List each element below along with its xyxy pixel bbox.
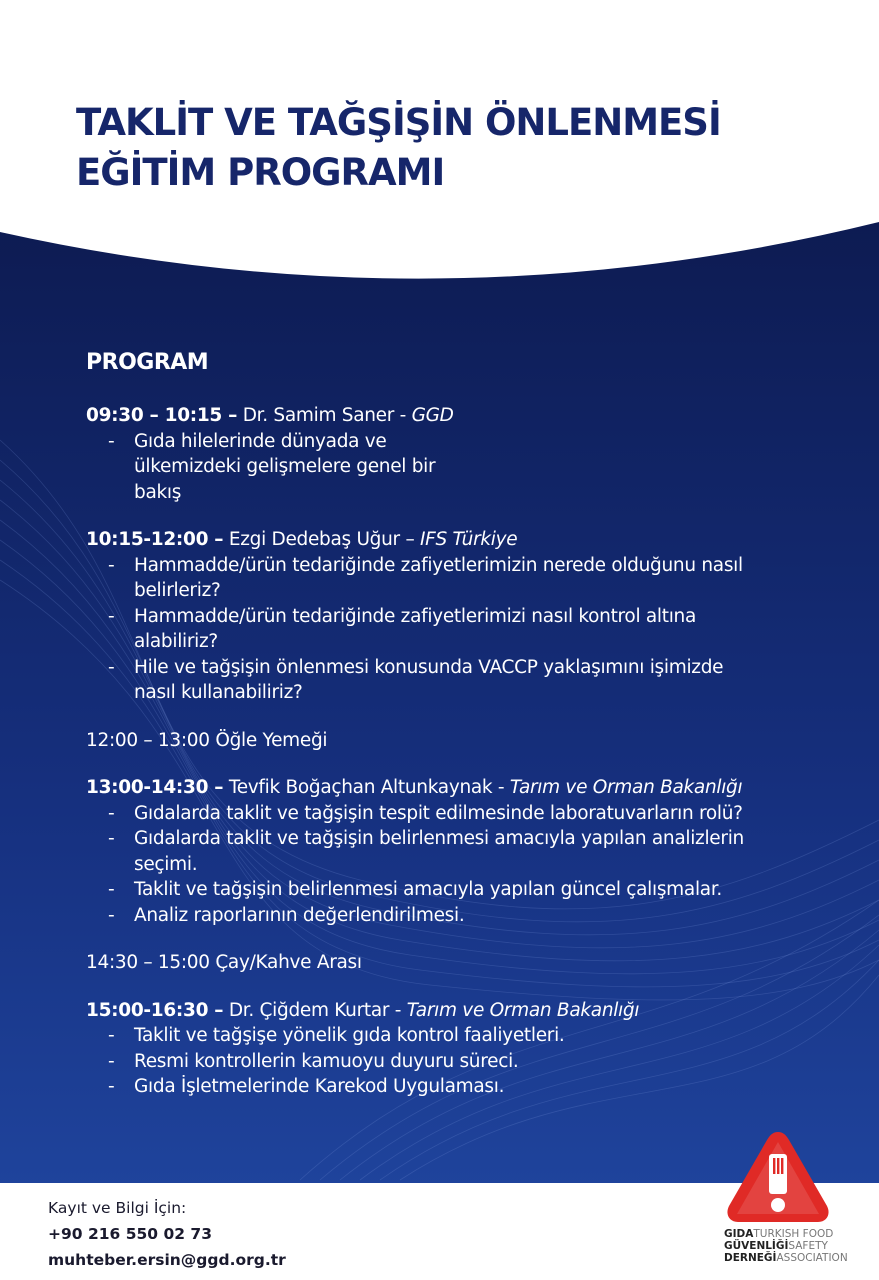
session-1 <box>86 403 866 505</box>
session-org: GGD <box>411 405 454 426</box>
logo-word-gida: GIDA <box>724 1228 754 1240</box>
topic-item: - Gıdalarda taklit ve tağşişin belirlenmesi amacıyla yapılan analizlerin seçimi. <box>86 826 774 877</box>
session-4 <box>86 998 866 1100</box>
session-3 <box>86 775 866 928</box>
session-header <box>86 998 866 1024</box>
session-topics <box>86 553 746 706</box>
topic-item: - Gıda hilelerinde dünyada ve ülkemizdeki gelişmelere genel bir bakış <box>86 429 466 506</box>
coffee-break: 14:30 – 15:00 Çay/Kahve Arası <box>86 952 362 973</box>
ggd-logo-icon <box>723 1128 833 1228</box>
logo-word-dernegi: DERNEĞİ <box>724 1252 777 1264</box>
session-time: 10:15-12:00 – <box>86 529 224 550</box>
agenda <box>86 403 866 1122</box>
topic-item: - Taklit ve tağşişin belirlenmesi amacıyla yapılan güncel çalışmalar. <box>86 877 866 903</box>
program-heading: PROGRAM <box>86 350 209 375</box>
session-org: Tarım ve Orman Bakanlığı <box>406 999 640 1021</box>
session-org: Tarım ve Orman Bakanlığı <box>509 777 743 798</box>
contact-phone[interactable]: +90 216 550 02 73 <box>48 1225 212 1243</box>
logo-word-turkish-food: TURKISH FOOD <box>753 1228 834 1240</box>
contact-info <box>48 1195 286 1273</box>
session-header <box>86 527 866 553</box>
session-speaker: Dr. Samim Saner - <box>237 405 412 426</box>
session-topics <box>86 1023 866 1100</box>
logo-word-safety: SAFETY <box>788 1240 828 1252</box>
session-topics <box>86 801 866 929</box>
session-time: 09:30 – 10:15 – <box>86 405 238 426</box>
lunch-break: 12:00 – 13:00 Öğle Yemeği <box>86 729 328 751</box>
contact-email[interactable]: muhteber.ersin@ggd.org.tr <box>48 1251 286 1269</box>
contact-label: Kayıt ve Bilgi İçin: <box>48 1199 187 1217</box>
topic-item: - Hammadde/ürün tedariğinde zafiyetlerimizi nasıl kontrol altına alabiliriz? <box>86 604 746 655</box>
session-speaker: Ezgi Dedebaş Uğur – <box>223 529 420 550</box>
session-time: 15:00-16:30 – <box>86 999 224 1021</box>
session-header <box>86 403 866 429</box>
logo-word-association: ASSOCIATION <box>776 1252 848 1264</box>
session-speaker: Tevfik Boğaçhan Altunkaynak - <box>223 777 510 798</box>
logo-text <box>724 1228 848 1264</box>
topic-item: - Hile ve tağşişin önlenmesi konusunda VACCP yaklaşımını işimizde nasıl kullanabiliriz? <box>86 655 746 706</box>
session-topics <box>86 429 466 506</box>
topic-item: - Hammadde/ürün tedariğinde zafiyetlerimizin nerede olduğunu nasıl belirleriz? <box>86 553 746 604</box>
session-speaker: Dr. Çiğdem Kurtar - <box>223 999 407 1021</box>
session-2 <box>86 527 866 706</box>
topic-item: - Analiz raporlarının değerlendirilmesi. <box>86 903 866 929</box>
title-line-1: TAKLİT VE TAĞŞİŞİN ÖNLENMESİ <box>76 101 721 144</box>
topic-item: - Taklit ve tağşişe yönelik gıda kontrol faaliyetleri. <box>86 1023 866 1049</box>
page-title <box>76 98 721 198</box>
session-header <box>86 775 866 801</box>
topic-item: - Gıdalarda taklit ve tağşişin tespit edilmesinde laboratuvarların rolü? <box>86 801 866 827</box>
topic-item: - Gıda İşletmelerinde Karekod Uygulaması. <box>86 1074 866 1100</box>
topic-item: - Resmi kontrollerin kamuoyu duyuru süreci. <box>86 1049 866 1075</box>
session-time: 13:00-14:30 – <box>86 777 224 798</box>
logo-word-guvenligi: GÜVENLİĞİ <box>724 1240 789 1252</box>
session-org: IFS Türkiye <box>419 529 518 550</box>
title-line-2: EĞİTİM PROGRAMI <box>76 151 445 194</box>
